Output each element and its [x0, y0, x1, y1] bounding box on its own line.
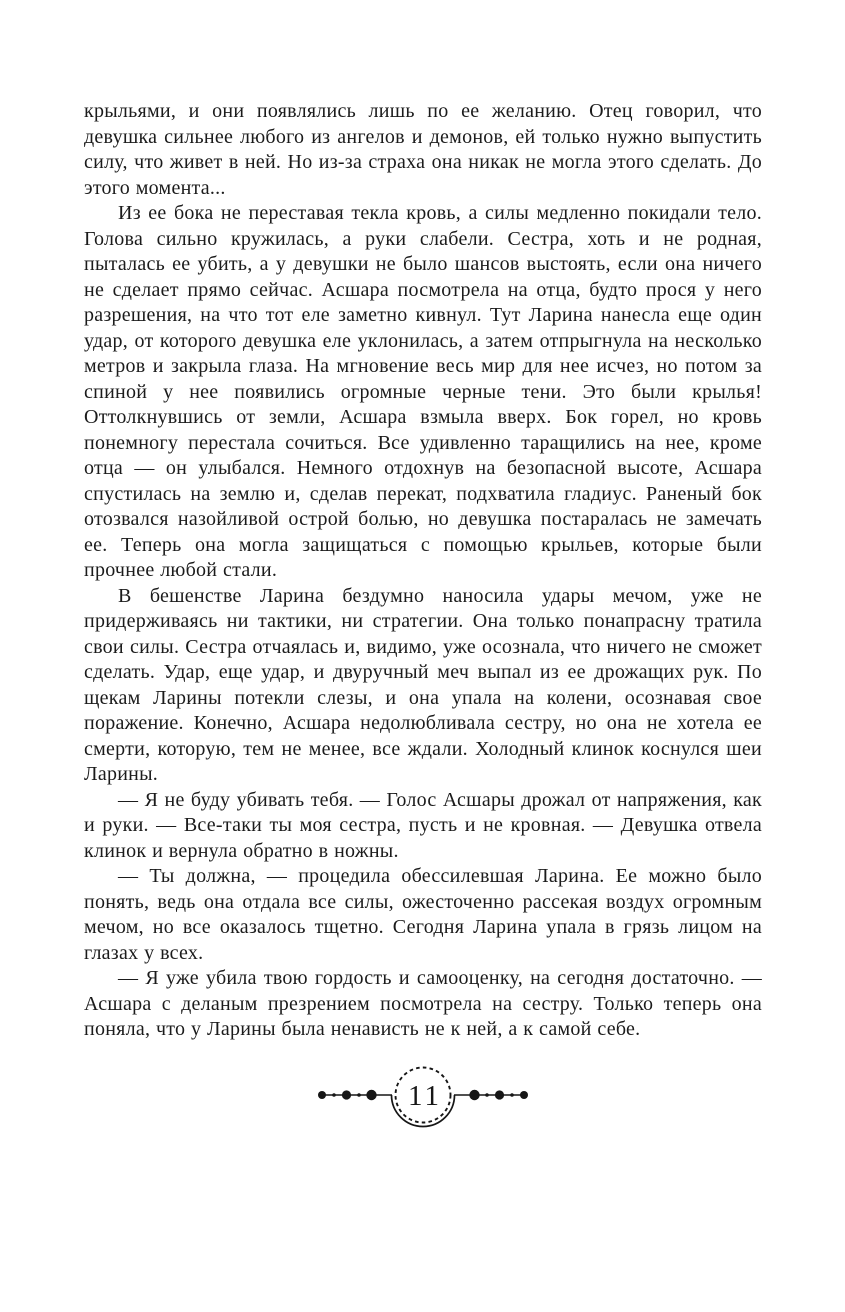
ornament-right-flourish — [454, 1089, 528, 1099]
body-paragraph: В бешенстве Ларина бездумно наносила удары мечом, уже не придерживаясь ни тактики, ни стратегии. Она только понапрасну тратила свои силы. Сестра отчаялась и, видимо, уже осознала, что ничего не сможет сделать. Удар, еще удар, и двуручный меч выпал из ее дрожащих рук. По щекам Ларины потекли слезы, и она упала на колени, осознавая свое поражение. Конечно, Асшара недолюбливала сестру, но она не хотела ее смерти, которую, тем не менее, все ждали. Холодный клинок коснулся шеи Ларины. — [84, 584, 762, 785]
page-footer — [84, 1061, 762, 1133]
body-paragraph: крыльями, и они появлялись лишь по ее желанию. Отец говорил, что девушка сильнее любого из ангелов и демонов, ей только нужно выпустить силу, что живет в ней. Но из-за страха она никак не могла этого сделать. До этого момента... — [84, 100, 762, 199]
page-text-block — [84, 99, 762, 1043]
page-number: 11 — [408, 1079, 442, 1112]
page-number-ornament — [313, 1061, 533, 1133]
body-paragraph: — Ты должна, — процедила обессилевшая Ларина. Ее можно было понять, ведь она отдала все силы, ожесточенно рассекая воздух огромным мечом, но все оказалось тщетно. Сегодня Ларина упала в грязь лицом на глазах у всех. — [84, 865, 762, 964]
ornament-left-flourish — [318, 1089, 392, 1099]
body-paragraph: — Я не буду убивать тебя. — Голос Асшары дрожал от напряжения, как и руки. — Все-таки ты моя сестра, пусть и не кровная. — Девушка отвела клинок и вернула обратно в ножны. — [84, 788, 762, 862]
body-paragraph: — Я уже убила твою гордость и самооценку, на сегодня достаточно. — Асшара с деланым презрением посмотрела на сестру. Только теперь она поняла, что у Ларины была ненависть не к ней, а к самой себе. — [84, 967, 762, 1040]
body-paragraph: Из ее бока не переставая текла кровь, а силы медленно покидали тело. Голова сильно кружилась, а руки слабели. Сестра, хоть и не родная, пыталась ее убить, а у девушки не было шансов выстоять, если она ничего не сделает прямо сейчас. Асшара посмотрела на отца, будто прося у него разрешения, на что тот еле заметно кивнул. Тут Ларина нанесла еще один удар, от которого девушка еле уклонилась, а затем отпрыгнула на несколько метров и закрыла глаза. На мгновение весь мир для нее исчез, но потом за спиной у нее появились огромные черные тени. Это были крылья! Оттолкнувшись от земли, Асшара взмыла вверх. Бок горел, но кровь понемногу перестала сочиться. Все удивленно таращились на нее, кроме отца — он улыбался. Немного отдохнув на безопасной высоте, Асшара спустилась на землю и, сделав перекат, подхватила гладиус. Раненый бок отозвался назойливой острой болью, но девушка постаралась не замечать ее. Теперь она могла защищаться с помощью крыльев, которые были прочнее любой стали. — [84, 202, 762, 581]
